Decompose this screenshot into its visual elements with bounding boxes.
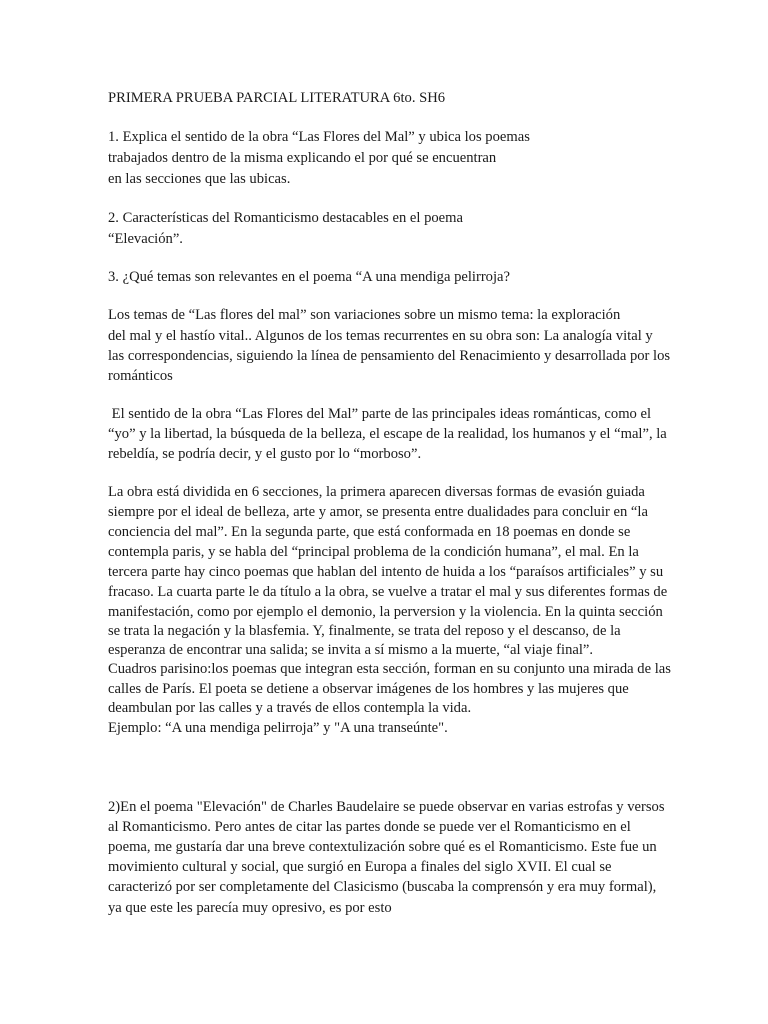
- paragraph-4-line: 2)En el poema "Elevación" de Charles Baudelaire se puede observar en varias estrofas y versos: [108, 799, 665, 815]
- paragraph-3-line: tercera parte hay cinco poemas que hablan del intento de huida a los “paraísos artificiales” y su: [108, 564, 664, 580]
- paragraph-4-line: movimiento cultural y social, que surgió en Europa a finales del siglo XVII. El cual se: [108, 859, 612, 875]
- paragraph-2-line: rebeldía, se podría decir, y el gusto por lo “morboso”.: [108, 446, 422, 462]
- paragraph-1-line: románticos: [108, 368, 173, 384]
- question-2-line: “Elevación”.: [108, 231, 183, 247]
- question-1-line: 1. Explica el sentido de la obra “Las Flores del Mal” y ubica los poemas: [108, 129, 530, 145]
- paragraph-3-line: conciencia del mal”. En la segunda parte, que está conformada en 18 poemas en donde se: [108, 524, 631, 540]
- question-2-line: 2. Características del Romanticismo destacables en el poema: [108, 210, 463, 226]
- paragraph-4-line: caracterizó por ser completamente del Clasicismo (buscaba la comprensón y era muy formal),: [108, 879, 657, 895]
- paragraph-4-line: ya que este les parecía muy opresivo, es por esto: [108, 900, 392, 916]
- paragraph-1-line: del mal y el hastío vital.. Algunos de los temas recurrentes en su obra son: La analogía vital y: [108, 328, 653, 344]
- paragraph-4-line: al Romanticismo. Pero antes de citar las partes donde se puede ver el Romanticismo en el: [108, 819, 631, 835]
- paragraph-4-line: poema, me gustaría dar una breve contextulización sobre qué es el Romanticismo. Este fue un: [108, 839, 657, 855]
- paragraph-1-line: Los temas de “Las flores del mal” son variaciones sobre un mismo tema: la exploración: [108, 307, 621, 323]
- paragraph-3-line: siempre por el ideal de belleza, arte y amor, se presenta entre dualidades para concluir en “la: [108, 504, 648, 520]
- paragraph-3-line: deambulan por las calles y a través de ellos contempla la vida.: [108, 700, 472, 716]
- paragraph-3-line: esperanza de encontrar una salida; se invita a sí mismo a la muerte, “al viaje final”.: [108, 642, 594, 658]
- question-1-line: trabajados dentro de la misma explicando el por qué se encuentran: [108, 150, 497, 166]
- question-3-line: 3. ¿Qué temas son relevantes en el poema “A una mendiga pelirroja?: [108, 269, 510, 285]
- document-title: PRIMERA PRUEBA PARCIAL LITERATURA 6to. SH6: [108, 90, 446, 106]
- paragraph-3-line: manifestación, como por ejemplo el demonio, la perversion y la violencia. En la quinta sección: [108, 604, 663, 620]
- paragraph-3-line: calles de París. El poeta se detiene a observar imágenes de los hombres y las mujeres que: [108, 681, 629, 697]
- question-1-line: en las secciones que las ubicas.: [108, 171, 291, 187]
- paragraph-2-line: “yo” y la libertad, la búsqueda de la belleza, el escape de la realidad, los humanos y el “mal”, la: [108, 426, 667, 442]
- paragraph-3-line: se trata la negación y la blasfemia. Y, finalmente, se trata del reposo y el descanso, de la: [108, 623, 621, 639]
- paragraph-3-line: Cuadros parisino:los poemas que integran esta sección, forman en su conjunto una mirada de las: [108, 661, 671, 677]
- paragraph-2-line: El sentido de la obra “Las Flores del Mal” parte de las principales ideas románticas, como el: [108, 406, 652, 422]
- paragraph-3-line: Ejemplo: “A una mendiga pelirroja” y "A una transeúnte".: [108, 720, 448, 736]
- paragraph-1-line: las correspondencias, siguiendo la línea de pensamiento del Renacimiento y desarrollada por los: [108, 348, 671, 364]
- paragraph-3-line: La obra está dividida en 6 secciones, la primera aparecen diversas formas de evasión guiada: [108, 484, 645, 500]
- paragraph-3-line: fracaso. La cuarta parte le da título a la obra, se vuelve a tratar el mal y sus diferentes formas de: [108, 584, 668, 600]
- paragraph-3-line: contempla paris, y se habla del “principal problema de la condición humana”, el mal. En la: [108, 544, 639, 560]
